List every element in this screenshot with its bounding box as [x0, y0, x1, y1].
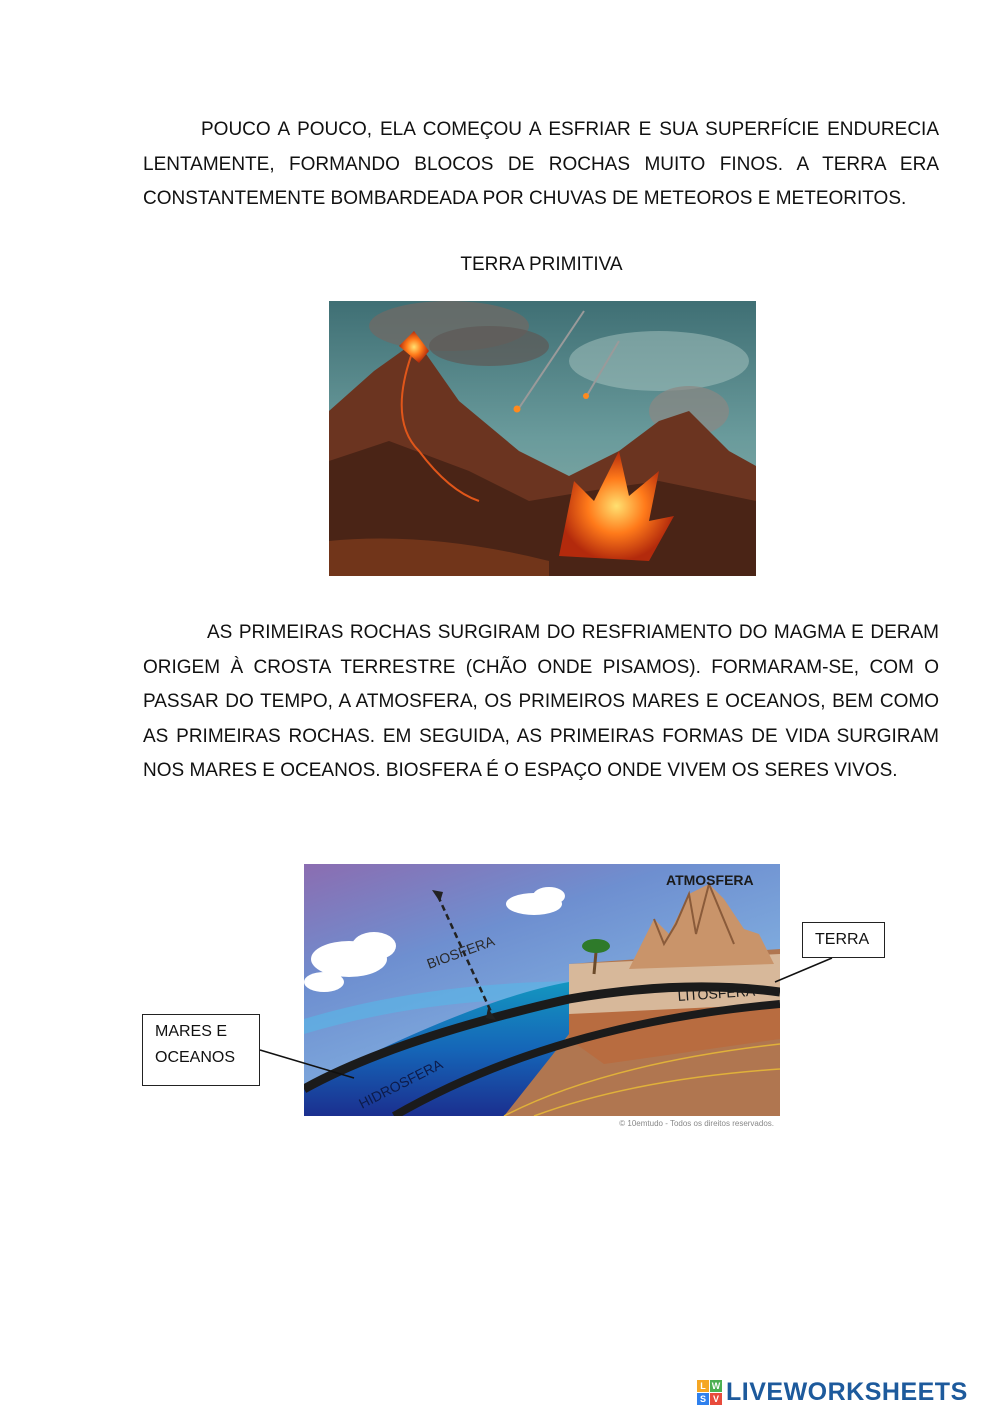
terra-label-box: [802, 922, 885, 958]
paragraph-1: POUCO A POUCO, ELA COMEÇOU A ESFRIAR E SUA SUPERFÍCIE ENDURECIA LENTAMENTE, FORMANDO BLOCOS DE ROCHAS MUITO FINOS. A TERRA ERA CONSTANTEMENTE BOMBARDEADA POR CHUVAS DE METEOROS E METEORITOS.: [143, 119, 939, 209]
mares-label-line2: OCEANOS: [155, 1049, 236, 1066]
mares-oceanos-label-box: [142, 1014, 260, 1086]
logo-text: LIVEWORKSHEETS: [726, 1378, 968, 1406]
copyright-note: © 10emtudo - Todos os direitos reservados.: [619, 1119, 774, 1128]
earth-layers-diagram: [304, 864, 780, 1130]
paragraph-2: AS PRIMEIRAS ROCHAS SURGIRAM DO RESFRIAMENTO DO MAGMA E DERAM ORIGEM À CROSTA TERRESTRE (CHÃO ONDE PISAMOS). FORMARAM-SE, COM O PASSAR DO TEMPO, A ATMOSFERA, OS PRIMEIROS MARES E OCEANOS, BEM COMO AS PRIMEIRAS ROCHAS. EM SEGUIDA, AS PRIMEIRAS FORMAS DE VIDA SURGIRAM NOS MARES E OCEANOS. BIOSFERA É O ESPAÇO ONDE VIVEM OS SERES VIVOS.: [143, 622, 939, 781]
logo-badge-w: W: [711, 1381, 721, 1391]
terra-label: TERRA: [815, 931, 870, 948]
logo-badge-l: L: [697, 1380, 709, 1392]
primitive-earth-illustration: [329, 301, 756, 576]
mares-label-line1: MARES E: [155, 1023, 228, 1040]
liveworksheets-logo[interactable]: [697, 1378, 968, 1407]
logo-badge-v: V: [710, 1393, 722, 1405]
label-litosfera: LITOSFERA: [677, 982, 756, 1004]
label-hidrosfera: HIDROSFERA: [356, 1055, 446, 1112]
label-biosfera: BIOSFERA: [424, 932, 497, 972]
logo-badge-icon: [697, 1380, 722, 1405]
figure-caption: TERRA PRIMITIVA: [460, 254, 623, 275]
logo-badge-s: S: [697, 1393, 709, 1405]
label-atmosfera: ATMOSFERA: [666, 872, 754, 888]
